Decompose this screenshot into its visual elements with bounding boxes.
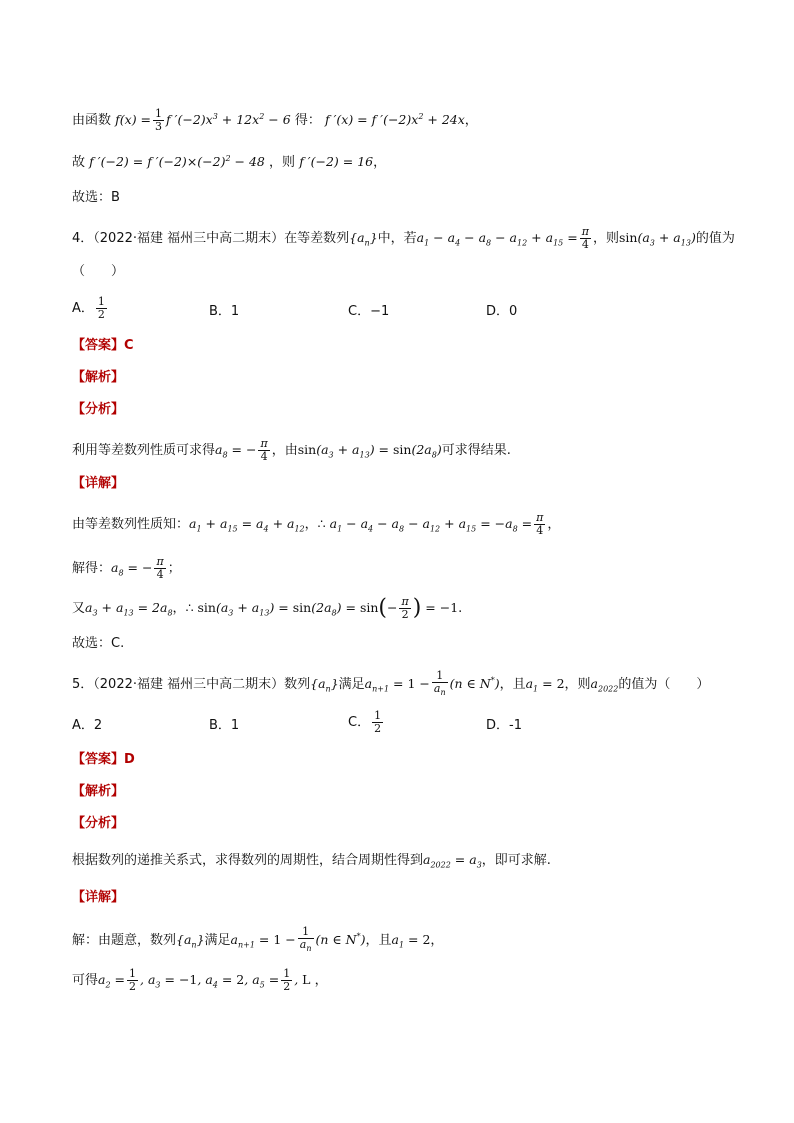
detail-4-line1: 由等差数列性质知：$a_1 + a_{15} = a_4 + a_{12}$，∴ $a_1 - a_4 - a_8 - a_{12} + a_{15} = -a_8$ = $\frac{\pi}{4}$ ， xyxy=(72,511,561,537)
option-a[interactable]: A． $\frac{1}{2}$ xyxy=(72,295,105,321)
option-a-5[interactable]: A．2 xyxy=(72,718,103,733)
xiangjie-label: 【详解】 xyxy=(72,476,125,491)
detail-4-line2: 解得：$a_8$ = − $\frac{\pi}{4}$ ； xyxy=(72,555,181,581)
fenxi-label-5: 【分析】 xyxy=(72,816,125,831)
choose-b: 故选：B xyxy=(72,190,120,205)
option-d[interactable]: D．0 xyxy=(486,304,518,319)
xiangjie-label-5: 【详解】 xyxy=(72,890,125,905)
option-c[interactable]: C．−1 xyxy=(348,304,390,319)
option-b[interactable]: B．1 xyxy=(209,304,240,319)
choose-c: 故选：C. xyxy=(72,636,125,651)
evaluate-line: 故 f ′(−2) = f $'(-2)\times(-2)^2 - 48$ ，则 f ′(−2) = 16， xyxy=(72,154,387,171)
question-4: 4．（2022·福建 福州三中高二期末）在等差数列$\{a_n\}$中，若$a_1 - a_4 - a_8 - a_{12} + a_{15}$ = $\frac{\pi}{4}$ ，则$\sin(a_3 + a_{13})$的值为 xyxy=(72,225,735,251)
detail-5-line1: 解：由题意，数列$\{a_n\}$满足$a_{n+1} = 1$ − $\frac{1}{a_n}$ (n ∈ N*)，且$a_1 = 2$， xyxy=(72,925,444,954)
option-b-5[interactable]: B．1 xyxy=(209,718,240,733)
option-c-5[interactable]: C． $\frac{1}{2}$ xyxy=(348,709,382,735)
option-d-5[interactable]: D．-1 xyxy=(486,718,522,733)
analysis-5: 根据数列的递推关系式，求得数列的周期性，结合周期性得到$a_{2022} = a_3$，即可求解. xyxy=(72,852,551,870)
function-expression: f(x) = $\frac{1}{3}$ f $'(-2)x^3 + 12x^2 - 6$ xyxy=(115,107,291,134)
question-5: 5．（2022·福建 福州三中高二期末）数列$\{a_n\}$满足$a_{n+1} = 1$ − $\frac{1}{a_n}$ (n ∈ N*)，且$a_1 = 2$，则$a_{2022}$的值为（ ） xyxy=(72,669,710,698)
detail-5-line2: 可得$a_2$ = $\frac{1}{2}$ , $a_3 = -1$, $a_4 = 2$, $a_5$ = $\frac{1}{2}$ , L ， xyxy=(72,967,328,993)
jiexi-label: 【解析】 xyxy=(72,370,125,385)
analysis-4: 利用等差数列性质可求得$a_8$ = − $\frac{\pi}{4}$ ，由$\sin(a_3 + a_{13}) = \sin(2a_8)$可求得结果. xyxy=(72,437,511,463)
derivative-line: 由函数 f(x) = $\frac{1}{3}$ f $'(-2)x^3 + 12x^2 - 6$ 得： f ′(x) = f $'(-2)x^2 + 24x$， xyxy=(72,107,478,134)
fenxi-label: 【分析】 xyxy=(72,402,125,417)
jiexi-label-5: 【解析】 xyxy=(72,784,125,799)
answer-label: 【答案】C xyxy=(72,338,134,353)
question-4-paren: （ ） xyxy=(72,264,125,279)
derivative-expression: f ′(x) = f $'(-2)x^2 + 24x$ xyxy=(324,112,465,128)
answer-label-5: 【答案】D xyxy=(72,752,135,767)
detail-4-line3: 又$a_3 + a_{13} = 2a_8$，∴ $\sin(a_3 + a_{13}) = \sin(2a_8) = \sin(-$ $\frac{\pi}{2}$ ) = −1. xyxy=(72,595,463,621)
